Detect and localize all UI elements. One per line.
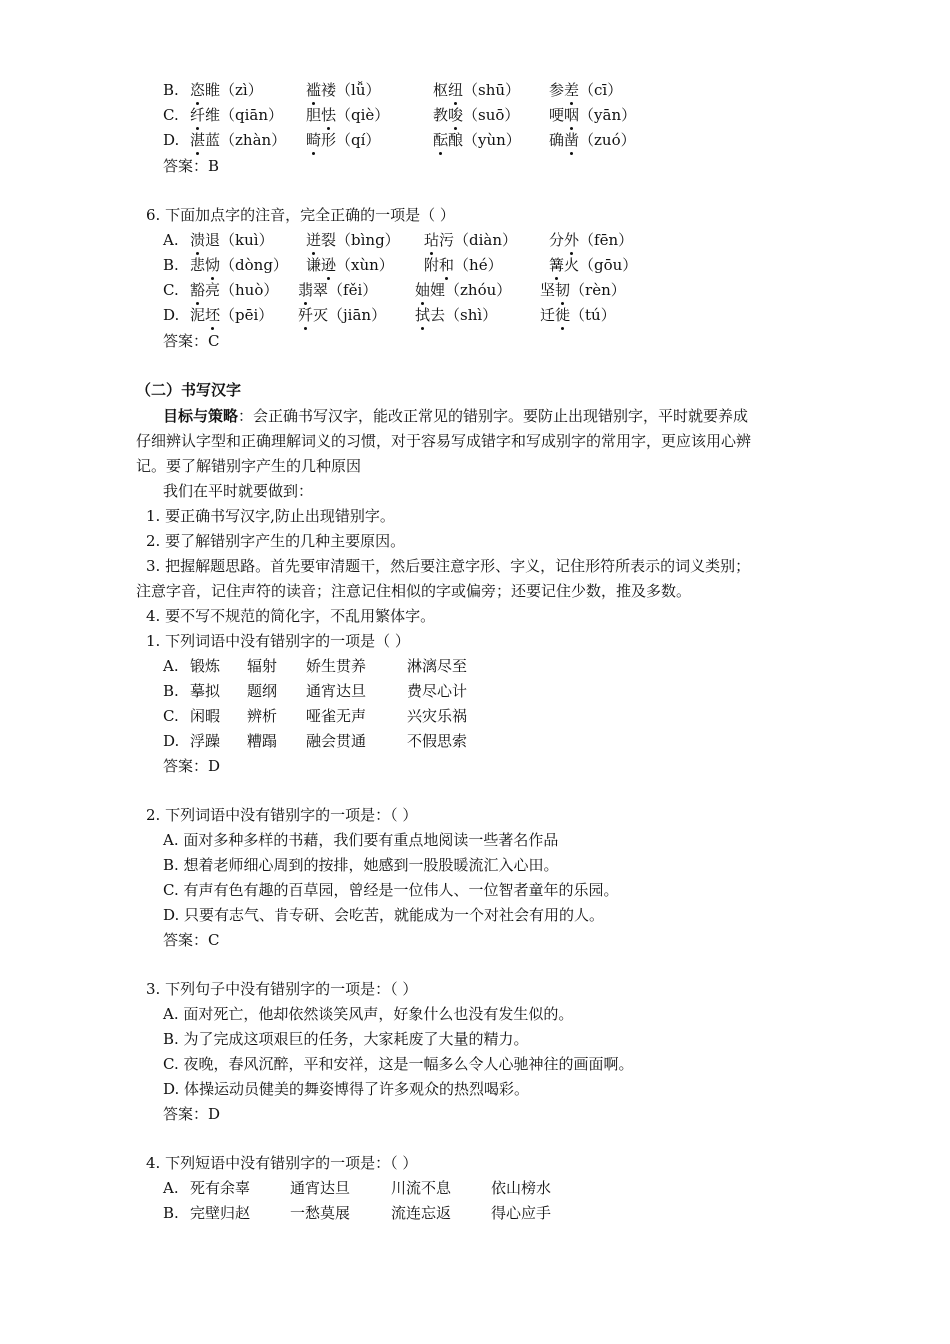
emphasis-dot-char: 和 (439, 253, 454, 277)
text-segment: 答案：B (163, 157, 220, 175)
emphasis-dot-char: 逊 (321, 253, 336, 277)
option-item (190, 303, 273, 327)
text-segment: 1. 下列词语中没有错别字的一项是（ ） (146, 632, 410, 650)
text-segment: 融会贯通 (306, 732, 367, 750)
text-segment: 形（qí） (321, 131, 381, 149)
option-item (415, 278, 511, 302)
text-segment: 胆 (306, 106, 322, 124)
option-item (190, 278, 278, 302)
text-segment: 灭（jiān） (313, 306, 387, 324)
text-segment: 浮躁 (190, 732, 221, 750)
text-segment: （xùn） (336, 256, 394, 274)
text-segment: 仔细辨认字型和正确理解词义的习惯，对于容易写成错字和写成别字的常用字，更应该用心辨 (136, 432, 752, 450)
text-segment: 火（gōu） (564, 256, 638, 274)
text-segment: D. (163, 732, 180, 750)
option-item (306, 228, 400, 252)
text-segment: A. (163, 231, 179, 249)
text-segment: A. (163, 657, 179, 675)
emphasis-dot-char: 怯 (321, 103, 336, 127)
option-item (190, 253, 288, 277)
text-segment: B. (163, 256, 179, 274)
text-segment: 通宵达旦 (290, 1179, 351, 1197)
text-segment: 泥 (190, 306, 206, 324)
option-item (549, 228, 633, 252)
text-segment: 4. 要不写不规范的简化字，不乱用繁体字。 (146, 607, 436, 625)
text-segment: 死有余辜 (190, 1179, 251, 1197)
option-item (549, 253, 637, 277)
text-segment: 枢 (433, 81, 449, 99)
text-segment: （tú） (570, 306, 616, 324)
emphasis-dot-char: 恸 (205, 253, 220, 277)
text-segment: 淋漓尽至 (407, 657, 468, 675)
text-segment (163, 404, 748, 428)
option-item (415, 303, 497, 327)
text-segment: B. (163, 81, 179, 99)
text-segment: 裂（bìng） (321, 231, 400, 249)
text-segment: ：会正确书写汉字，能改正常见的错别字。要防止出现错别字，平时就要养成 (238, 407, 749, 425)
emphasis-dot-char: 徙 (555, 303, 570, 327)
text-segment: D. 体操运动员健美的舞姿博得了许多观众的热烈喝彩。 (163, 1080, 530, 1098)
option-item (540, 278, 626, 302)
emphasis-dot-char: 恣 (190, 78, 205, 102)
option-item (433, 78, 520, 102)
text-segment: 费尽心计 (407, 682, 468, 700)
option-item (306, 128, 380, 152)
text-segment: （dòng） (220, 256, 288, 274)
text-segment: B. 为了完成这项艰巨的任务，大家耗废了大量的精力。 (163, 1030, 529, 1048)
text-segment: 谦 (306, 256, 322, 274)
text-segment: 锻炼 (190, 657, 221, 675)
text-segment: （fēn） (579, 231, 634, 249)
text-segment: （二）书写汉字 (136, 381, 242, 399)
text-segment: 蓝（zhàn） (205, 131, 287, 149)
text-segment: 亮（huò） (205, 281, 279, 299)
text-segment: 哽 (549, 106, 565, 124)
text-segment: 糟蹋 (247, 732, 278, 750)
text-segment: C. (163, 707, 179, 725)
text-segment: 注意字音，记住声符的读音；注意记住相似的字或偏旁；还要记住少数，推及多数。 (136, 582, 692, 600)
text-segment: 坚 (540, 281, 556, 299)
text-segment: （rèn） (570, 281, 626, 299)
option-item (190, 128, 286, 152)
text-segment: A. (163, 1179, 179, 1197)
option-item (306, 103, 389, 127)
text-segment: 悲 (190, 256, 206, 274)
text-segment: 2. 要了解错别字产生的几种主要原因。 (146, 532, 406, 550)
text-segment: 依山榜水 (491, 1179, 552, 1197)
text-segment: 退（kuì） (205, 231, 274, 249)
text-segment: （shū） (463, 81, 521, 99)
text-segment: 一愁莫展 (290, 1204, 351, 1222)
emphasis-dot-char: 迸 (306, 228, 321, 252)
text-segment: 2. 下列词语中没有错别字的一项是：（ ） (146, 806, 418, 824)
text-segment: B. (163, 682, 179, 700)
text-segment: 参 (549, 81, 565, 99)
emphasis-dot-char: 外 (564, 228, 579, 252)
text-segment: （suō） (463, 106, 520, 124)
text-segment: 记。要了解错别字产生的几种原因 (136, 457, 362, 475)
text-segment: （qiè） (336, 106, 390, 124)
option-item (190, 228, 274, 252)
emphasis-dot-char: 纤 (190, 103, 205, 127)
option-item (433, 103, 519, 127)
option-item (540, 303, 616, 327)
emphasis-dot-char: 咽 (564, 103, 579, 127)
text-segment: 答案：D (163, 757, 221, 775)
text-segment: 答案：D (163, 1105, 221, 1123)
emphasis-dot-char: 溃 (190, 228, 205, 252)
emphasis-dot-char: 韧 (555, 278, 570, 302)
text-segment: 4. 下列短语中没有错别字的一项是：（ ） (146, 1154, 418, 1172)
text-segment: 睢（zì） (205, 81, 263, 99)
emphasis-dot-char: 拭 (415, 303, 430, 327)
text-segment: 完壁归赵 (190, 1204, 251, 1222)
text-segment: 不假思索 (407, 732, 468, 750)
emphasis-dot-char: 纽 (448, 78, 463, 102)
emphasis-dot-char: 湛 (190, 128, 205, 152)
emphasis-dot-char: 坯 (205, 303, 220, 327)
text-segment: 娇生贯养 (306, 657, 367, 675)
text-segment: （cī） (579, 81, 623, 99)
text-segment: C. 夜晚，春风沉醉，平和安祥，这是一幅多么令人心驰神往的画面啊。 (163, 1055, 634, 1073)
text-segment: 辨析 (247, 707, 278, 725)
goal-label: 目标与策略 (163, 407, 239, 425)
option-item (306, 78, 380, 102)
text-segment: D. (163, 306, 180, 324)
option-item (549, 103, 636, 127)
emphasis-dot-char: 翡 (298, 278, 313, 302)
emphasis-dot-char: 酝 (433, 128, 448, 152)
emphasis-dot-char: 差 (564, 78, 579, 102)
text-segment: 分 (549, 231, 565, 249)
text-segment: 褛（lǚ） (321, 81, 381, 99)
text-segment: C. 有声有色有趣的百草园，曾经是一位伟人、一位智者童年的乐园。 (163, 881, 619, 899)
option-item (549, 78, 622, 102)
text-segment: 通宵达旦 (306, 682, 367, 700)
text-segment: 题纲 (247, 682, 278, 700)
emphasis-dot-char: 篝 (549, 253, 564, 277)
emphasis-dot-char: 褴 (306, 78, 321, 102)
text-segment: D. 只要有志气、肯专研、会吃苦，就能成为一个对社会有用的人。 (163, 906, 605, 924)
emphasis-dot-char: 妯 (415, 278, 430, 302)
emphasis-dot-char: 豁 (190, 278, 205, 302)
option-item (298, 278, 377, 302)
text-segment: D. (163, 131, 180, 149)
option-item (298, 303, 386, 327)
text-segment: A. 面对多种多样的书藉，我们要有重点地阅读一些著名作品 (163, 831, 559, 849)
text-segment: 教 (433, 106, 449, 124)
emphasis-dot-char: 唆 (448, 103, 463, 127)
text-segment: （hé） (454, 256, 503, 274)
text-segment: 确 (549, 131, 565, 149)
text-segment: 我们在平时就要做到： (163, 482, 314, 500)
text-segment: 哑雀无声 (306, 707, 367, 725)
text-segment: 3. 把握解题思路。首先要审清题干，然后要注意字形、字义，记住形符所表示的词义类别； (146, 557, 751, 575)
option-item (424, 253, 503, 277)
text-segment: 酿（yùn） (448, 131, 521, 149)
text-segment: 摹拟 (190, 682, 221, 700)
text-segment: 闲暇 (190, 707, 221, 725)
emphasis-dot-char: 玷 (424, 228, 439, 252)
text-segment: 辐射 (247, 657, 278, 675)
option-item (549, 128, 636, 152)
text-segment: （pēi） (220, 306, 274, 324)
text-segment: 去（shì） (430, 306, 498, 324)
text-segment: 川流不息 (391, 1179, 452, 1197)
text-segment: 迁 (540, 306, 556, 324)
emphasis-dot-char: 凿 (564, 128, 579, 152)
text-segment: A. 面对死亡，他却依然谈笑风声，好象什么也没有发生似的。 (163, 1005, 574, 1023)
text-segment: 答案：C (163, 931, 220, 949)
option-item (433, 128, 521, 152)
option-item (190, 78, 263, 102)
text-segment: 翠（fěi） (313, 281, 378, 299)
text-segment: 兴灾乐祸 (407, 707, 468, 725)
text-segment: 娌（zhóu） (430, 281, 512, 299)
text-segment: 1. 要正确书写汉字,防止出现错别字。 (146, 507, 395, 525)
text-segment: 答案：C (163, 332, 220, 350)
text-segment: 附 (424, 256, 440, 274)
text-segment: 流连忘返 (391, 1204, 452, 1222)
emphasis-dot-char: 畸 (306, 128, 321, 152)
text-segment: 得心应手 (491, 1204, 552, 1222)
text-segment: B. (163, 1204, 179, 1222)
text-segment: 3. 下列句子中没有错别字的一项是：（ ） (146, 980, 418, 998)
text-segment: 维（qiān） (205, 106, 284, 124)
text-segment: C. (163, 281, 179, 299)
option-item (424, 228, 517, 252)
option-item (306, 253, 394, 277)
text-segment: （zuó） (579, 131, 636, 149)
text-segment: B. 想着老师细心周到的按排，她感到一股股暖流汇入心田。 (163, 856, 559, 874)
text-segment: C. (163, 106, 179, 124)
text-segment: 6. 下面加点字的注音，完全正确的一项是（ ） (146, 206, 455, 224)
emphasis-dot-char: 歼 (298, 303, 313, 327)
text-segment: （yān） (579, 106, 637, 124)
text-segment: 污（diàn） (439, 231, 518, 249)
option-item (190, 103, 283, 127)
